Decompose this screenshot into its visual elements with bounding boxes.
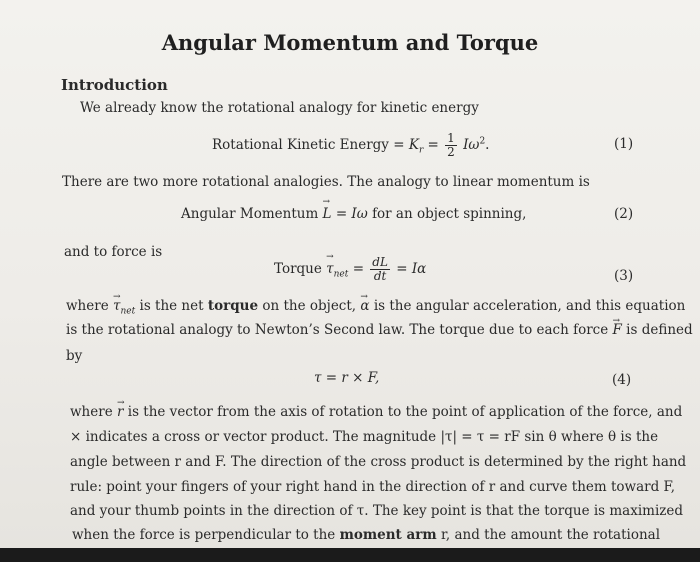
eq3-number: (3) [614, 268, 634, 284]
eq3-label: Torque [274, 261, 322, 277]
torque-term: torque [207, 298, 259, 314]
moment-arm-term: moment arm [339, 527, 437, 543]
bottom-edge-bar [0, 548, 700, 562]
eq1-rhs: Iω [463, 137, 480, 153]
eq2-rhs: = Iω [335, 206, 368, 222]
para-line-5: and your thumb points in the direction of τ. The key point is that the torque is maximized [70, 503, 684, 519]
eq1-fraction: $\frac{1}{2}$ [447, 131, 455, 159]
force-line: and to force is [64, 244, 163, 260]
eq3-fraction: $\frac{dL}{dt}$ [372, 255, 388, 283]
where-line-1: where → $\tau_{net}$ is the net torque on the object, → α is the angular acceleration, and this equation [66, 296, 685, 322]
eq1-exponent: 2 [479, 136, 486, 147]
eq3-rhs: = Iα [396, 261, 427, 277]
equation-3: Torque → $\tau_{net}$ = $\frac{dL}{dt}$ = Iα [274, 256, 426, 283]
para-line-6: when the force is perpendicular to the moment arm r, and the amount the rotational [72, 527, 661, 543]
two-more-line: There are two more rotational analogies. The analogy to linear momentum is [62, 174, 590, 190]
equation-4: τ = r × F, [314, 370, 380, 386]
eq1-subscript: r [418, 145, 424, 156]
eq2-label: Angular Momentum [181, 206, 319, 222]
para-line-2: × indicates a cross or vector product. The magnitude |τ| = τ = rF sin θ where θ is the [70, 429, 659, 445]
para-line-4: rule: point your fingers of your right hand in the direction of r and curve them toward F, [70, 479, 676, 495]
equation-2 [181, 206, 526, 222]
equation-1: Rotational Kinetic Energy = $K_r$ = $\frac{1}{2}$ $I\omega^2$. [212, 131, 490, 159]
eq1-label: Rotational Kinetic Energy [212, 137, 389, 153]
where-line-2: is the rotational analogy to Newton’s Second law. The torque due to each force → F is defined [66, 320, 693, 340]
eq4-number: (4) [612, 372, 632, 388]
eq2-tail: for an object spinning, [372, 206, 527, 222]
para-line-1: where → r is the vector from the axis of rotation to the point of application of the force, and [70, 402, 682, 422]
eq2-L: → L [323, 206, 332, 222]
eq2-number: (2) [614, 206, 634, 222]
section-heading: Introduction [61, 76, 168, 94]
eq1-symbol: K [408, 137, 419, 153]
page-title: Angular Momentum and Torque [161, 30, 539, 55]
para-line-3: angle between r and F. The direction of the cross product is determined by the right hand [70, 454, 687, 470]
eq3-tau: → τ [326, 261, 333, 277]
intro-line: We already know the rotational analogy for kinetic energy [80, 100, 479, 116]
where-line-3: by [66, 348, 83, 364]
eq3-subscript: net [333, 269, 349, 280]
eq1-number: (1) [614, 136, 634, 152]
